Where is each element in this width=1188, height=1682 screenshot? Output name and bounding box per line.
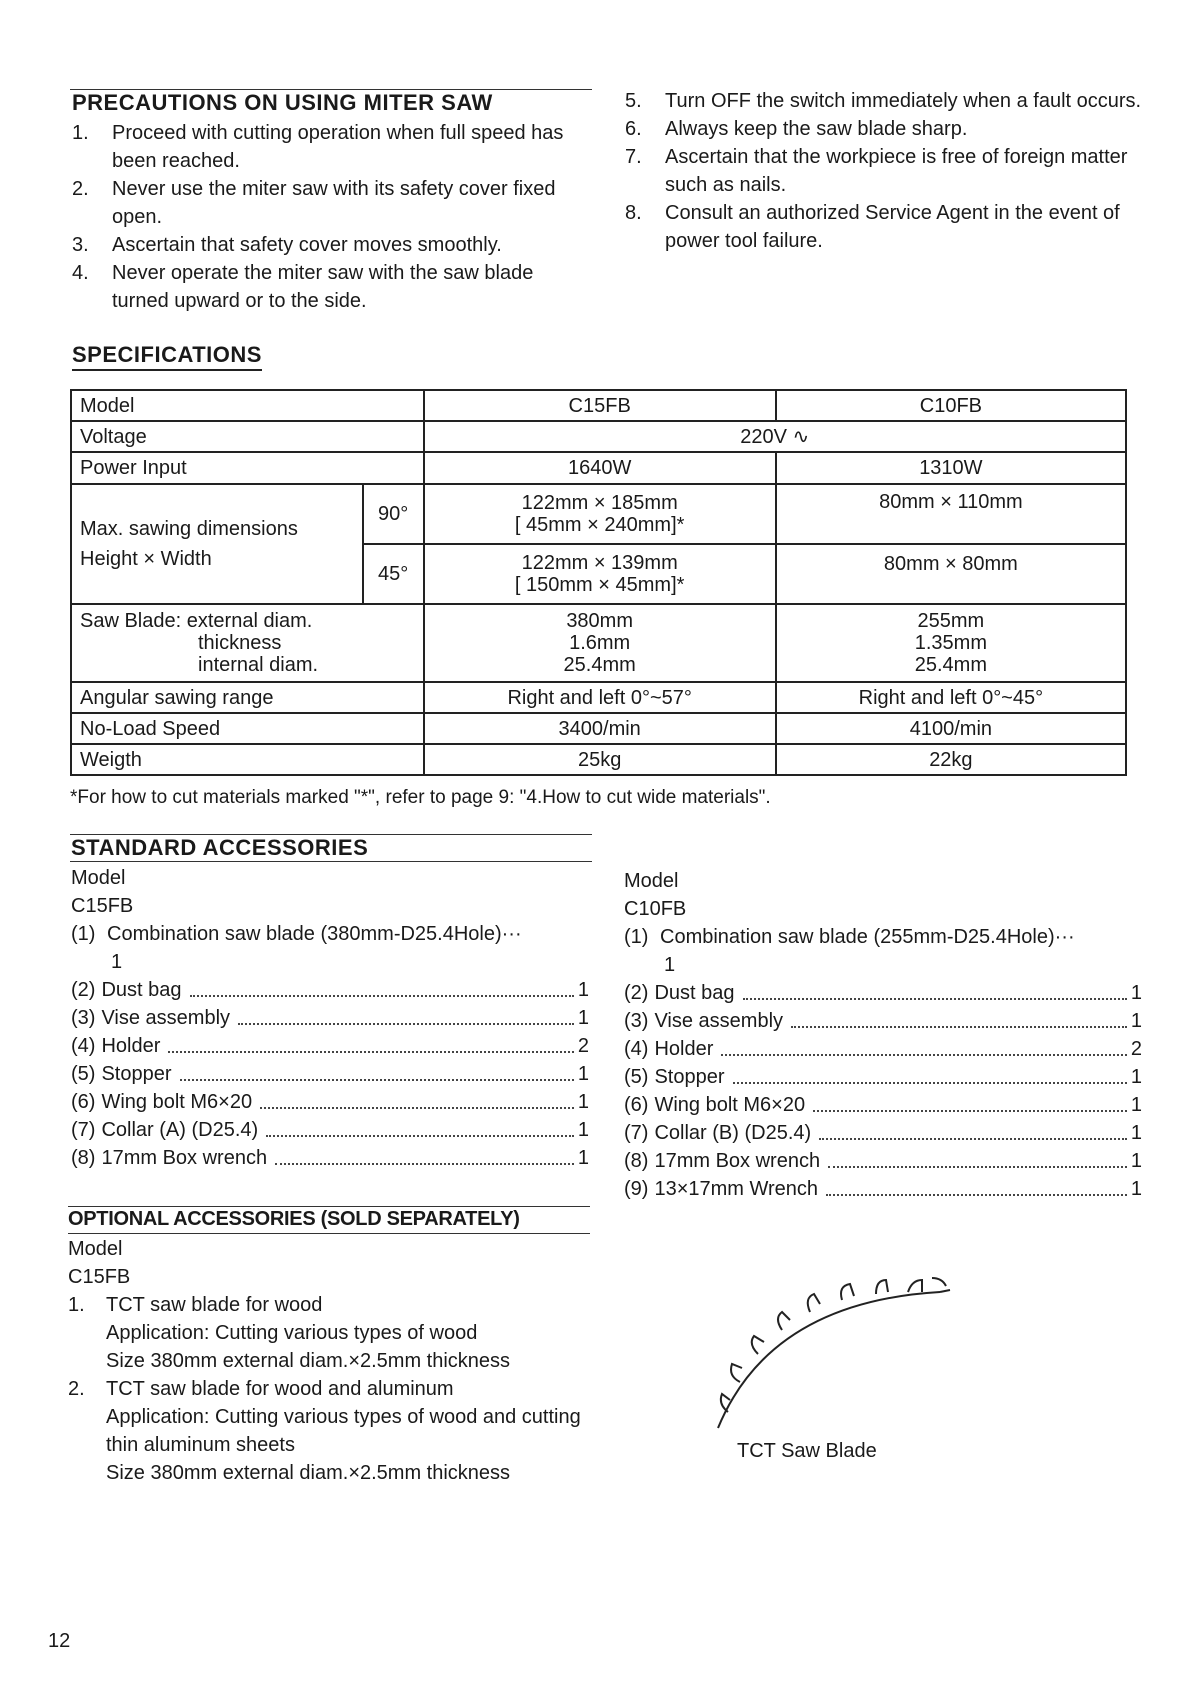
list-item: 2. Never use the miter saw with its safety cover fixed open.	[72, 178, 556, 228]
list-item: (8) 17mm Box wrench 1	[624, 1147, 1142, 1175]
spec-value: 3400/min	[424, 713, 776, 744]
list-item: (5) Stopper 1	[624, 1063, 1142, 1091]
list-item: (5) Stopper 1	[71, 1060, 589, 1088]
list-item: 5. Turn OFF the switch immediately when a fault occurs.	[625, 90, 1142, 112]
spec-value: C15FB	[424, 390, 776, 421]
spec-value: 122mm × 185mm [ 45mm × 240mm]*	[424, 484, 776, 544]
list-item: (6) Wing bolt M6×20 1	[71, 1088, 589, 1116]
optional-accessories-body	[68, 1235, 594, 1487]
spec-value: Right and left 0°~45°	[776, 682, 1126, 713]
list-item-qty: 1	[111, 951, 123, 973]
spec-value: 22kg	[776, 744, 1126, 775]
spec-label: Angular sawing range	[71, 682, 424, 713]
spec-value: 255mm 1.35mm 25.4mm	[776, 604, 1126, 682]
spec-label: Power Input	[71, 452, 424, 484]
spec-value: 1640W	[424, 452, 776, 484]
specifications-table	[70, 389, 1127, 776]
spec-footnote: *For how to cut materials marked "*", refer to page 9: "4.How to cut wide materials".	[70, 787, 771, 808]
spec-value: 380mm 1.6mm 25.4mm	[424, 604, 776, 682]
list-item: (3) Vise assembly 1	[624, 1007, 1142, 1035]
list-item: (2) Dust bag 1	[624, 979, 1142, 1007]
list-item: 4. Never operate the miter saw with the saw blade turned upward or to the side.	[72, 262, 534, 312]
precautions-list-left	[72, 119, 594, 315]
spec-value: 80mm × 110mm	[776, 484, 1126, 544]
spec-label: Saw Blade: external diam. thickness internal diam.	[71, 604, 424, 682]
page-number: 12	[48, 1630, 71, 1652]
optional-accessories-heading: OPTIONAL ACCESSORIES (SOLD SEPARATELY)	[68, 1208, 520, 1230]
model-label: Model	[624, 870, 679, 892]
list-item: 8. Consult an authorized Service Agent in the event of power tool failure.	[625, 202, 1120, 252]
spec-label: Weigth	[71, 744, 424, 775]
specifications-heading: SPECIFICATIONS	[72, 342, 262, 371]
saw-blade-illustration	[710, 1262, 970, 1432]
list-item: (8) 17mm Box wrench 1	[71, 1144, 589, 1172]
model-value: C10FB	[624, 898, 687, 920]
standard-accessories-left	[71, 864, 589, 1172]
spec-value: 80mm × 80mm	[776, 544, 1126, 604]
spec-angle: 90°	[363, 484, 424, 544]
spec-angle: 45°	[363, 544, 424, 604]
list-item: 3. Ascertain that safety cover moves smoothly.	[72, 234, 502, 256]
list-item: (7) Collar (A) (D25.4) 1	[71, 1116, 589, 1144]
spec-value: 4100/min	[776, 713, 1126, 744]
list-item: 1. TCT saw blade for wood Application: Cutting various types of wood Size 380mm external diam.×2.5mm thickness	[68, 1294, 511, 1372]
list-item: (3) Vise assembly 1	[71, 1004, 589, 1032]
standard-accessories-right	[624, 867, 1142, 1203]
precautions-list-right	[625, 87, 1145, 255]
list-item-qty: 1	[664, 954, 676, 976]
spec-value: 25kg	[424, 744, 776, 775]
list-item: (6) Wing bolt M6×20 1	[624, 1091, 1142, 1119]
list-item: (4) Holder 2	[71, 1032, 589, 1060]
spec-label: Model	[71, 390, 424, 421]
spec-label: No-Load Speed	[71, 713, 424, 744]
spec-value: Right and left 0°~57°	[424, 682, 776, 713]
spec-value: 220V ∿	[424, 421, 1126, 452]
model-value: C15FB	[68, 1266, 131, 1288]
list-item: 6. Always keep the saw blade sharp.	[625, 118, 968, 140]
model-value: C15FB	[71, 895, 134, 917]
list-item: (1) Combination saw blade (380mm-D25.4Hole)···	[71, 923, 522, 945]
list-item: 2. TCT saw blade for wood and aluminum Application: Cutting various types of wood and cutting thin aluminum sheets Size 380mm external diam.×2.5mm thickness	[68, 1378, 581, 1484]
list-item: (4) Holder 2	[624, 1035, 1142, 1063]
list-item: (9) 13×17mm Wrench 1	[624, 1175, 1142, 1203]
standard-accessories-heading: STANDARD ACCESSORIES	[71, 835, 369, 860]
spec-label: Max. sawing dimensions Height × Width	[71, 484, 363, 604]
list-item: (1) Combination saw blade (255mm-D25.4Hole)···	[624, 926, 1075, 948]
spec-value: C10FB	[776, 390, 1126, 421]
figure-caption: TCT Saw Blade	[737, 1440, 877, 1462]
precautions-heading: PRECAUTIONS ON USING MITER SAW	[72, 90, 493, 115]
model-label: Model	[68, 1238, 123, 1260]
list-item: 7. Ascertain that the workpiece is free of foreign matter such as nails.	[625, 146, 1128, 196]
list-item: (7) Collar (B) (D25.4) 1	[624, 1119, 1142, 1147]
spec-label: Voltage	[71, 421, 424, 452]
list-item: 1. Proceed with cutting operation when full speed has been reached.	[72, 122, 564, 172]
list-item: (2) Dust bag 1	[71, 976, 589, 1004]
spec-value: 1310W	[776, 452, 1126, 484]
spec-value: 122mm × 139mm [ 150mm × 45mm]*	[424, 544, 776, 604]
model-label: Model	[71, 867, 126, 889]
